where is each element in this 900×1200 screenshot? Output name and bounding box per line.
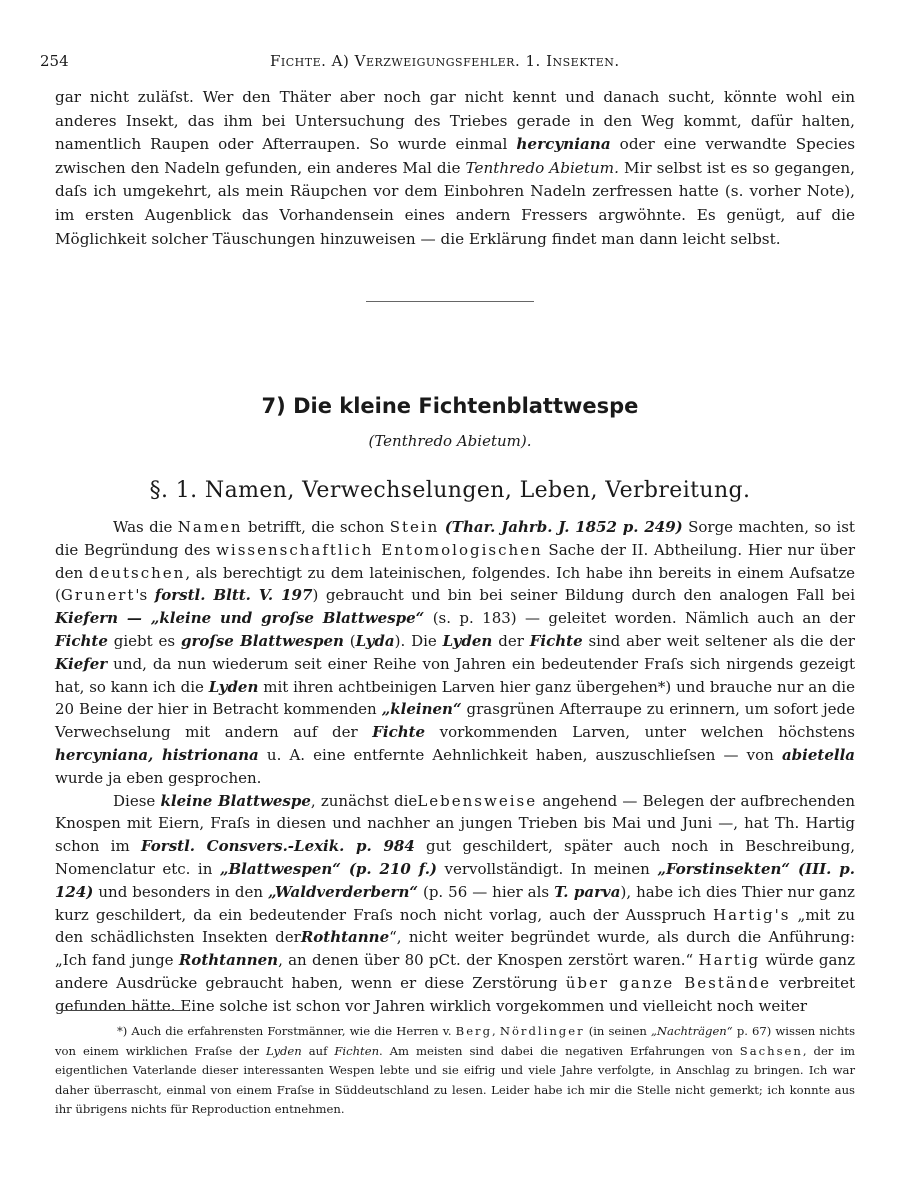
footnote-rule xyxy=(58,1010,188,1011)
footnote xyxy=(55,1022,855,1120)
main-text xyxy=(55,516,855,1018)
paragraph-lifestyle: Diese kleine Blattwespe, zunächst dieLebensweise angehend — Belegen der aufbrechenden Knospen mit Eiern, Fraſs in diesen und nachher an jungen Trieben bis Mai und Juni —, hat Th. Hartig schon im Forstl. Consvers.-Lexik. p. 984 gut geschildert, später auch noch in Beschreibung, Nomenclatur etc. in „Blattwespen“ (p. 210 f.) vervollständigt. In meinen „Forstinsekten“ (III. p. 124) und besonders in den „Waldverderbern“ (p. 56 — hier als T. parva), habe ich dies Thier nur ganz kurz geschildert, da ein bedeutender Fraſs noch nicht vorlag, auch der Ausspruch Hartig's „mit zu den schädlichsten Insekten derRothtanne“, nicht weiter begründet wurde, als durch die Anführung: „Ich fand junge Rothtannen, an denen über 80 pCt. der Knospen zerstört waren.“ Hartig würde ganz andere Ausdrücke gebraucht haben, wenn er diese Zerstörung über ganze Bestände verbreitet gefunden hätte. Eine solche ist schon vor Jahren wirklich vorgekommen und vielleicht noch weiter xyxy=(55,791,856,1015)
section-title: §. 1. Namen, Verwechselungen, Leben, Verbreitung. xyxy=(149,478,751,503)
running-head: Fichte. A) Verzweigungsfehler. 1. Insekten. xyxy=(270,52,620,70)
intro-part: Mir selbst ist es so gegangen, daſs ich umgekehrt, als mein Räupchen vor dem Einbohren Nadeln zerfressen hatte (s. vorher Note), im ersten Augenblick das Vorhandensein eines andern Fressers argwöhnte. Es genügt, auf die Möglichkeit solcher Täuschungen hinzuweisen — die Erklärung findet man dann leicht selbst. xyxy=(55,158,856,248)
intro-part: gar nicht zuläſst. Wer den Thäter aber noch gar nicht kennt und danach sucht, könnte wohl ein anderes Insekt, das ihm bei Untersuchung des Triebes gerade in den Weg kommt, dafür halten, namentlich Raupen oder Afterraupen. So wurde einmal xyxy=(55,88,855,154)
species-name: hercyniana xyxy=(516,135,611,154)
footnote-text: *) Auch die erfahrensten Forstmänner, wie die Herren v. Berg, Nördlinger (in seinen „Nachträgen“ p. 67) wissen nichts von einem wirklichen Fraſse der Lyden auf Fichten. Am meisten sind dabei die negativen Erfahrungen von Sachsen, der im eigentlichen Vaterlande dieser interessanten Wespen lebte und sie eifrig und viele Jahre verfolgte, in Anschlag zu bringen. Ich war daher überrascht, einmal von einem Fraſse in Süddeutschland zu lesen. Leider habe ich mir die Stelle nicht gemerkt; ich konnte aus ihr übrigens nichts für Reproduction entnehmen. xyxy=(55,1024,856,1116)
intro-text xyxy=(55,86,855,251)
paragraph-names: Was die Namen betrifft, die schon Stein (Thar. Jahrb. J. 1852 p. 249) Sorge machten, so ist die Begründung des wissenschaftlich Entomologischen Sache der II. Abtheilung. Hier nur über den deutschen, als berechtigt zu dem lateinischen, folgendes. Ich habe ihn bereits in einem Aufsatze (Grunert's forstl. Bltt. V. 197) gebraucht und bin bei seiner Bildung durch den analogen Fall bei Kiefern — „kleine und groſse Blattwespe“ (s. p. 183) — geleitet worden. Nämlich auch an der Fichte giebt es groſse Blattwespen (Lyda). Die Lyden der Fichte sind aber weit seltener als die der Kiefer und, da nun wiederum seit einer Reihe von Jahren ein bedeutender Fraſs sich nirgends gezeigt hat, so kann ich die Lyden mit ihren achtbeinigen Larven hier ganz übergehen*) und brauche nur an die 20 Beine der hier in Betracht kommenden „kleinen“ grasgrünen Afterraupe zu erinnern, um sofort jede Verwechselung mit andern auf der Fichte vorkommenden Larven, unter welchen höchstens hercyniana, histrionana u. A. eine entfernte Aehnlichkeit haben, auszuschlieſsen — von abietella wurde ja eben gesprochen. xyxy=(55,518,855,787)
page-number: 254 xyxy=(40,52,69,70)
page-header xyxy=(40,52,860,74)
species-name: Tenthredo Abietum. xyxy=(465,158,619,177)
intro-part: oder eine verwandte Species zwischen den Nadeln gefunden, ein anderes Mal die xyxy=(55,135,856,177)
intro-paragraph xyxy=(55,86,855,251)
section-divider xyxy=(366,301,534,302)
chapter-subtitle: (Tenthredo Abietum). xyxy=(368,432,532,450)
chapter-title: 7) Die kleine Fichtenblattwespe xyxy=(261,394,639,418)
